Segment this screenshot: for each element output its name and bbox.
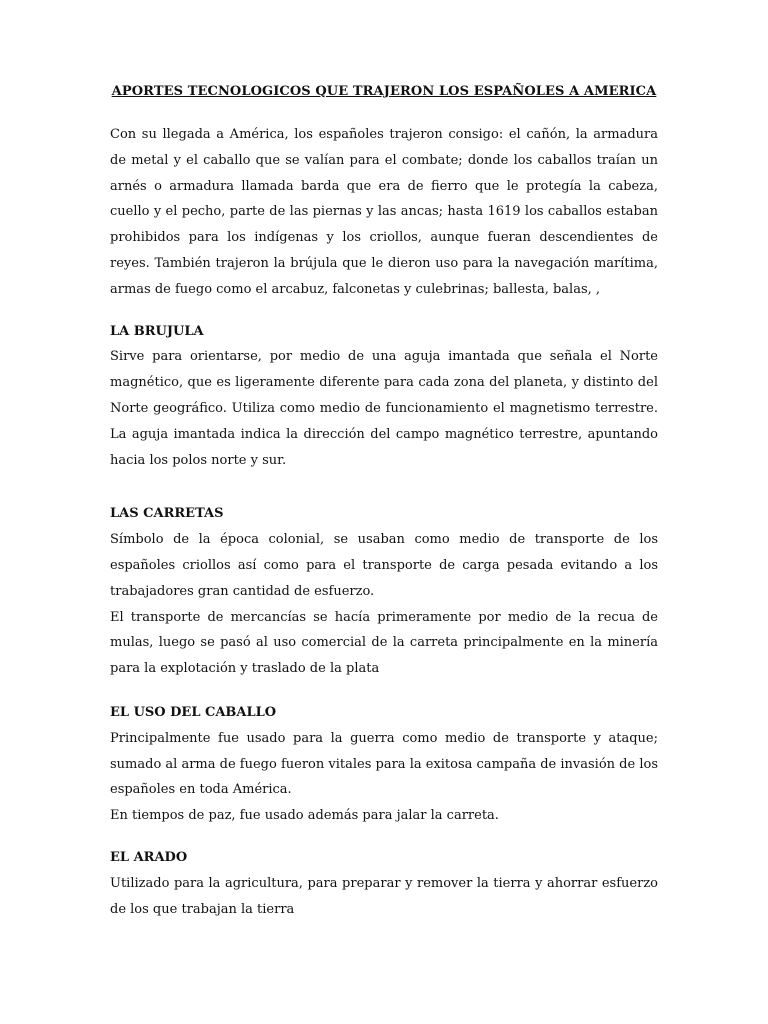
section-heading-carretas: LAS CARRETAS [110,506,224,522]
carretas-paragraph-1: Símbolo de la época colonial, se usaban como medio de transporte de los españoles criollos así como para el transporte de carga pesada evitando a los trabajadores gran cantidad de esfuerzo. [110,532,658,599]
arado-paragraph: Utilizado para la agricultura, para preparar y remover la tierra y ahorrar esfuerzo de los que trabajan la tierra [110,875,658,917]
section-heading-caballo: EL USO DEL CABALLO [110,704,277,720]
caballo-paragraph-1: Principalmente fue usado para la guerra como medio de transporte y ataque; sumado al arma de fuego fueron vitales para la exitosa campaña de invasión de los españoles en toda América. [110,730,658,798]
document-title: APORTES TECNOLOGICOS QUE TRAJERON LOS ESPAÑOLES A AMERICA [111,84,657,99]
carretas-paragraph-2: El transporte de mercancías se hacía primeramente por medio de la recua de mulas, luego se pasó al uso comercial de la carreta principalmente en la minería para la explotación y traslado de la plata [110,609,658,677]
brujula-paragraph: Sirve para orientarse, por medio de una aguja imantada que señala el Norte magnético, que es ligeramente diferente para cada zona del planeta, y distinto del Norte geográfico. Utiliza como medio de funcionamiento el magnetismo terrestre. La aguja imantada indica la dirección del campo magnético terrestre, apuntando hacia los polos norte y sur. [110,349,658,468]
document-page [110,80,658,922]
caballo-paragraph-2: En tiempos de paz, fue usado además para jalar la carreta. [110,808,499,824]
intro-paragraph: Con su llegada a América, los españoles trajeron consigo: el cañón, la armadura de metal y el caballo que se valían para el combate; donde los caballos traían un arnés o armadura llamada barda que era de fierro que le protegía la cabeza, cuello y el pecho, parte de las piernas y las ancas; hasta 1619 los caballos estaban prohibidos para los indígenas y los criollos, aunque fueran descendientes de reyes. También trajeron la brújula que le dieron uso para la navegación marítima, armas de fuego como el arcabuz, falconetas y culebrinas; ballesta, balas, , [110,127,658,297]
section-heading-arado: EL ARADO [110,849,188,865]
section-heading-brujula: LA BRUJULA [110,323,204,339]
